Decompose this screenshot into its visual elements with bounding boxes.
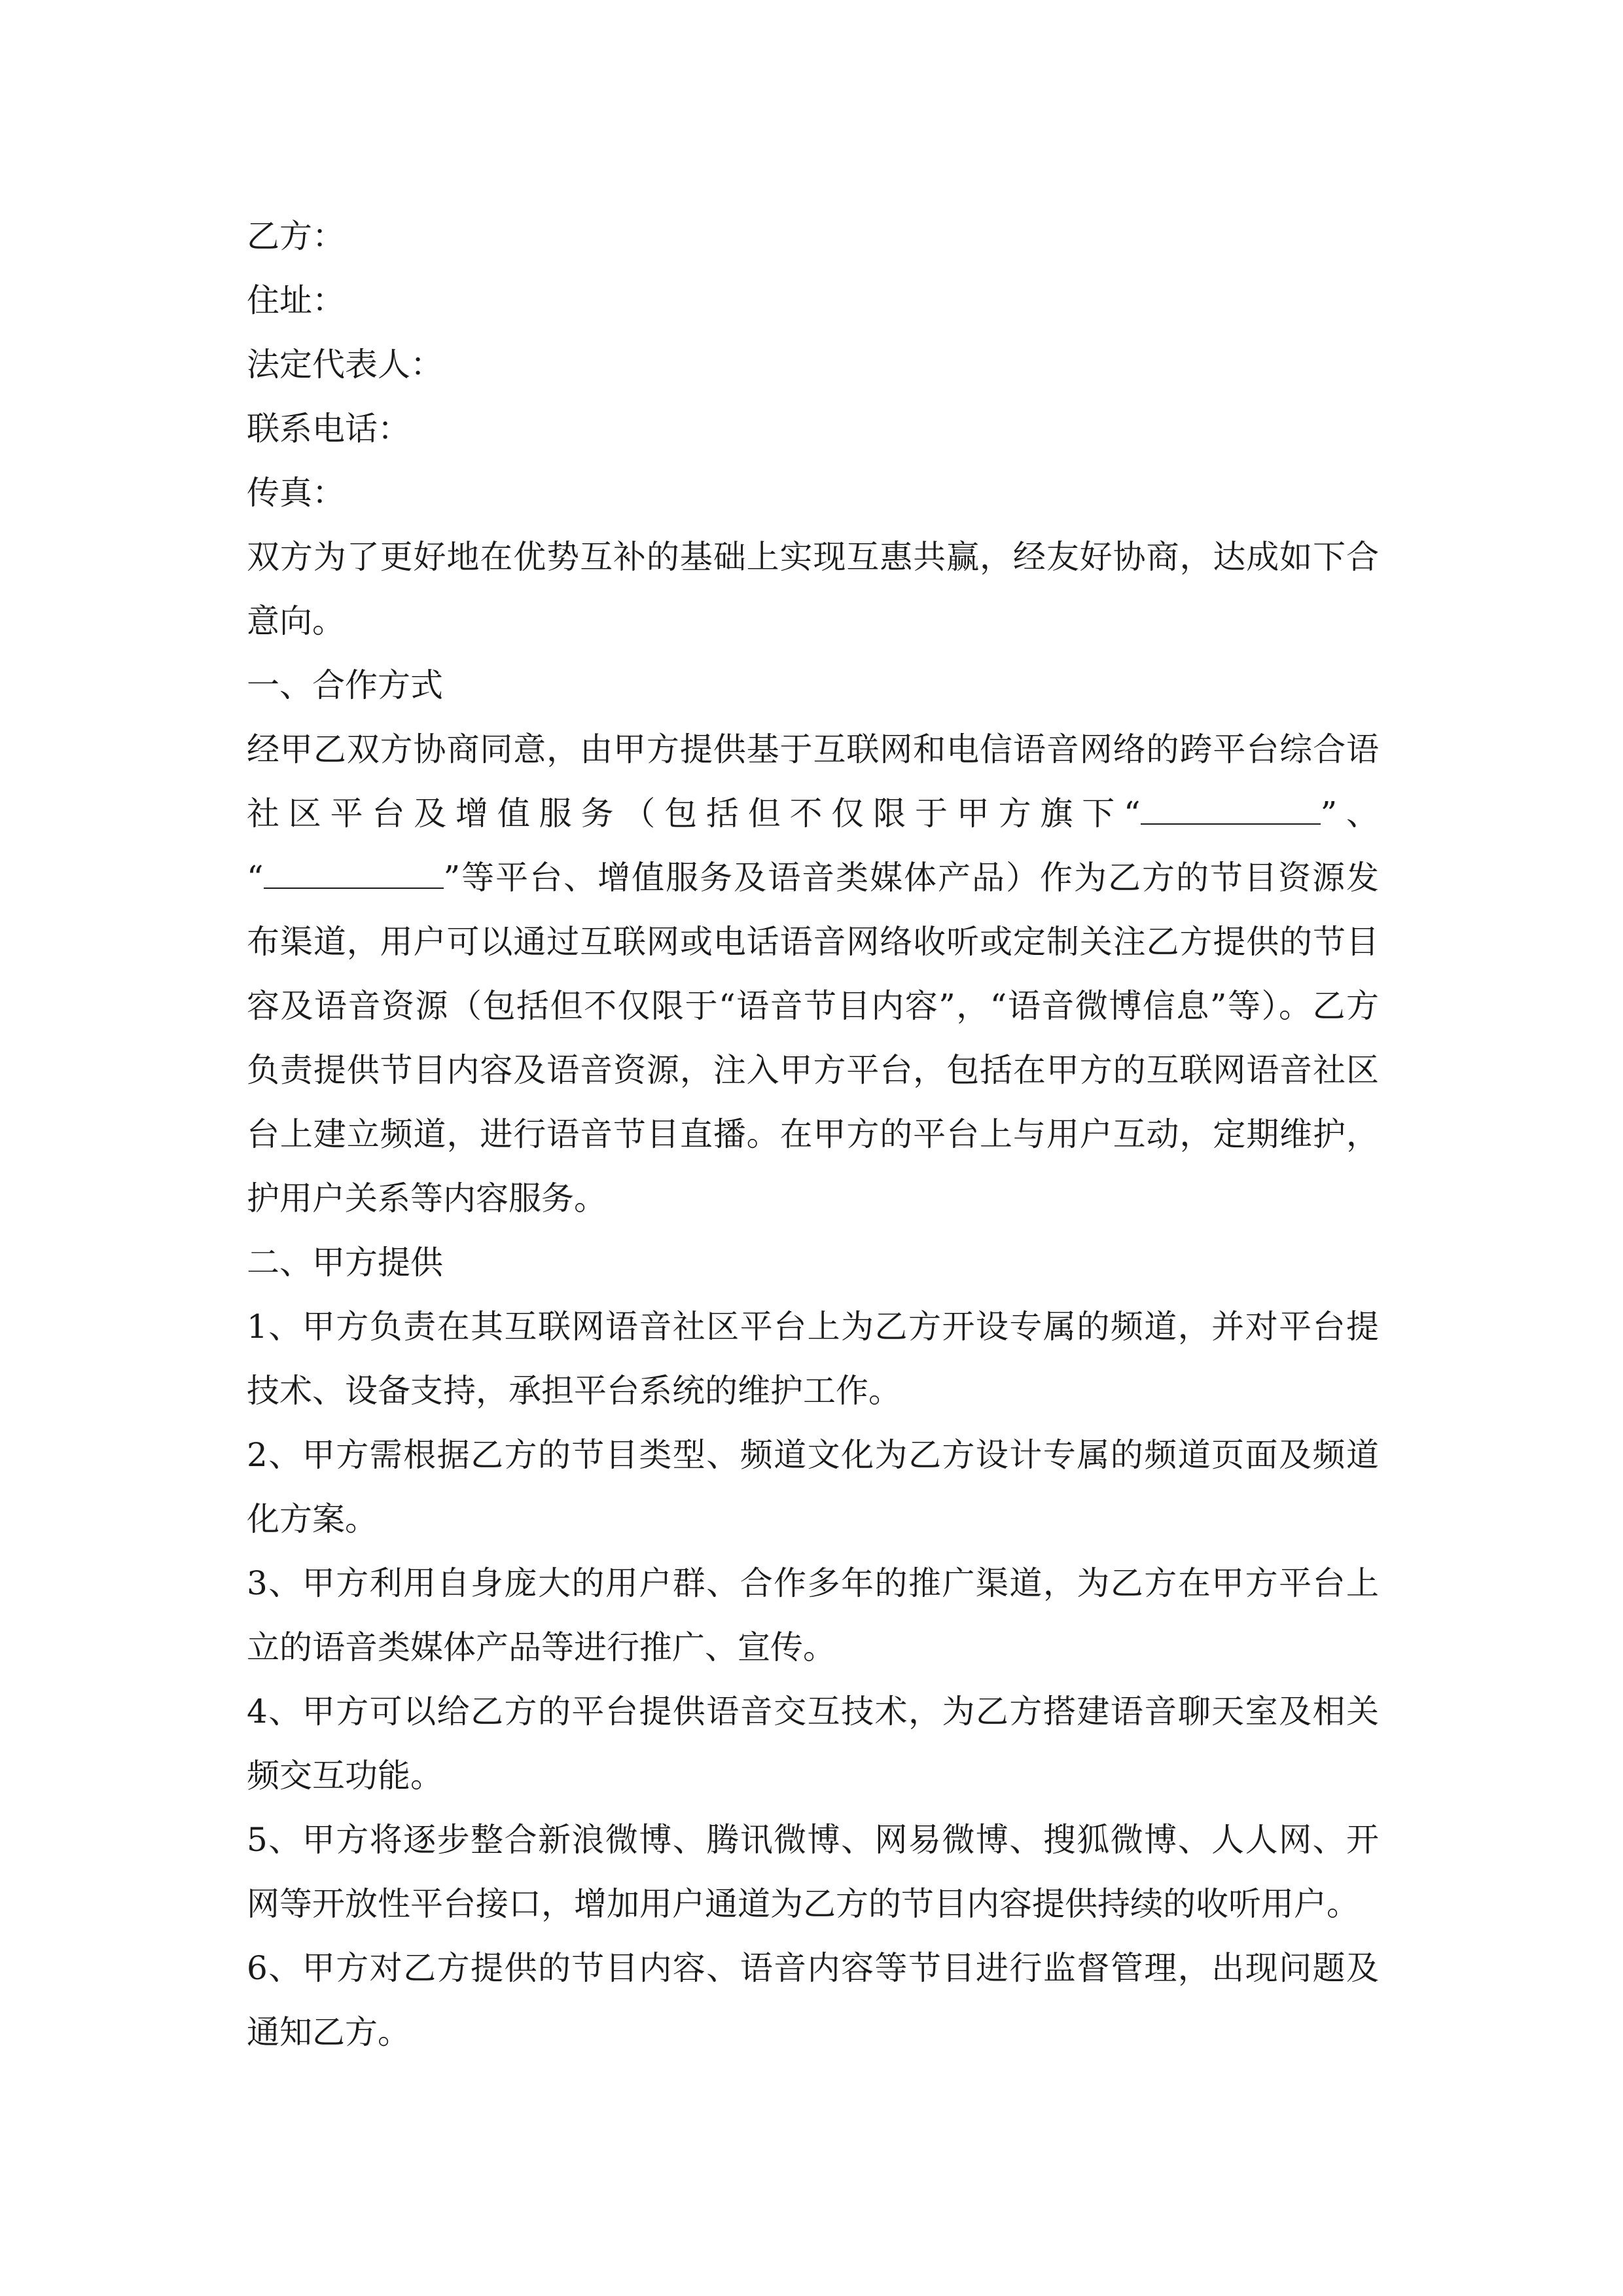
section-1-line-4: 布渠道，用户可以通过互联网或电话语音网络收听或定制关注乙方提供的节目 [247,923,1379,961]
document-body [247,204,1379,2064]
section-1-line-5: 容及语音资源（包括但不仅限于“语音节目内容”，“语音微博信息”等）。乙方 [247,987,1379,1025]
item-6-line-1: 6、甲方对乙方提供的节目内容、语音内容等节目进行监督管理，出现问题及 [247,1949,1379,1987]
item-3-line-2: 立的语音类媒体产品等进行推广、宣传。 [247,1628,836,1666]
section-1-line-1: 经甲乙双方协商同意，由甲方提供基于互联网和电信语音网络的跨平台综合语 [247,730,1379,768]
section-1-line-2 [247,781,1379,846]
section-1-line-6: 负责提供节目内容及语音资源，注入甲方平台，包括在甲方的互联网语音社区 [247,1051,1379,1089]
fax-field: 传真： [247,474,345,512]
item-4-line-2: 频交互功能。 [247,1757,443,1795]
section-1-line-7: 台上建立频道，进行语音节目直播。在甲方的平台上与用户互动，定期维护， [247,1115,1379,1153]
item-1-line-2: 技术、设备支持，承担平台系统的维护工作。 [247,1372,901,1410]
legal-rep-field: 法定代表人： [247,346,443,384]
item-3-line-1: 3、甲方利用自身庞大的用户群、合作多年的推广渠道，为乙方在甲方平台上 [247,1564,1379,1602]
item-5-line-1: 5、甲方将逐步整合新浪微博、腾讯微博、网易微博、搜狐微博、人人网、开 [247,1821,1379,1859]
section-1-line-2-text-b: ”、 [1320,795,1379,833]
section-1-line-2-text-a: 社区平台及增值服务（包括但不仅限于甲方旗下“ [247,795,1141,833]
blank-field-1 [1141,801,1321,825]
section-1-line-8: 护用户关系等内容服务。 [247,1179,607,1217]
intro-line-2: 意向。 [247,602,345,640]
intro-line-1: 双方为了更好地在优势互补的基础上实现互惠共赢，经友好协商，达成如下合 [247,538,1379,576]
phone-field: 联系电话： [247,410,410,448]
item-5-line-2: 网等开放性平台接口，增加用户通道为乙方的节目内容提供持续的收听用户。 [247,1885,1359,1923]
blank-field-2 [264,865,444,889]
section-1-title: 一、合作方式 [247,666,443,704]
section-1-line-3-text-a: “ [247,859,264,897]
item-1-line-1: 1、甲方负责在其互联网语音社区平台上为乙方开设专属的频道，并对平台提 [247,1308,1379,1346]
item-2-line-2: 化方案。 [247,1500,378,1538]
item-6-line-2: 通知乙方。 [247,2013,410,2051]
party-b-field: 乙方： [247,217,345,255]
item-4-line-1: 4、甲方可以给乙方的平台提供语音交互技术，为乙方搭建语音聊天室及相关 [247,1693,1379,1731]
section-2-title: 二、甲方提供 [247,1244,443,1282]
section-1-line-3-text-b: ”等平台、增值服务及语音类媒体产品）作为乙方的节目资源发 [443,859,1379,897]
address-field: 住址： [247,281,345,319]
item-2-line-1: 2、甲方需根据乙方的节目类型、频道文化为乙方设计专属的频道页面及频道 [247,1436,1379,1474]
section-1-line-3 [247,846,1379,910]
